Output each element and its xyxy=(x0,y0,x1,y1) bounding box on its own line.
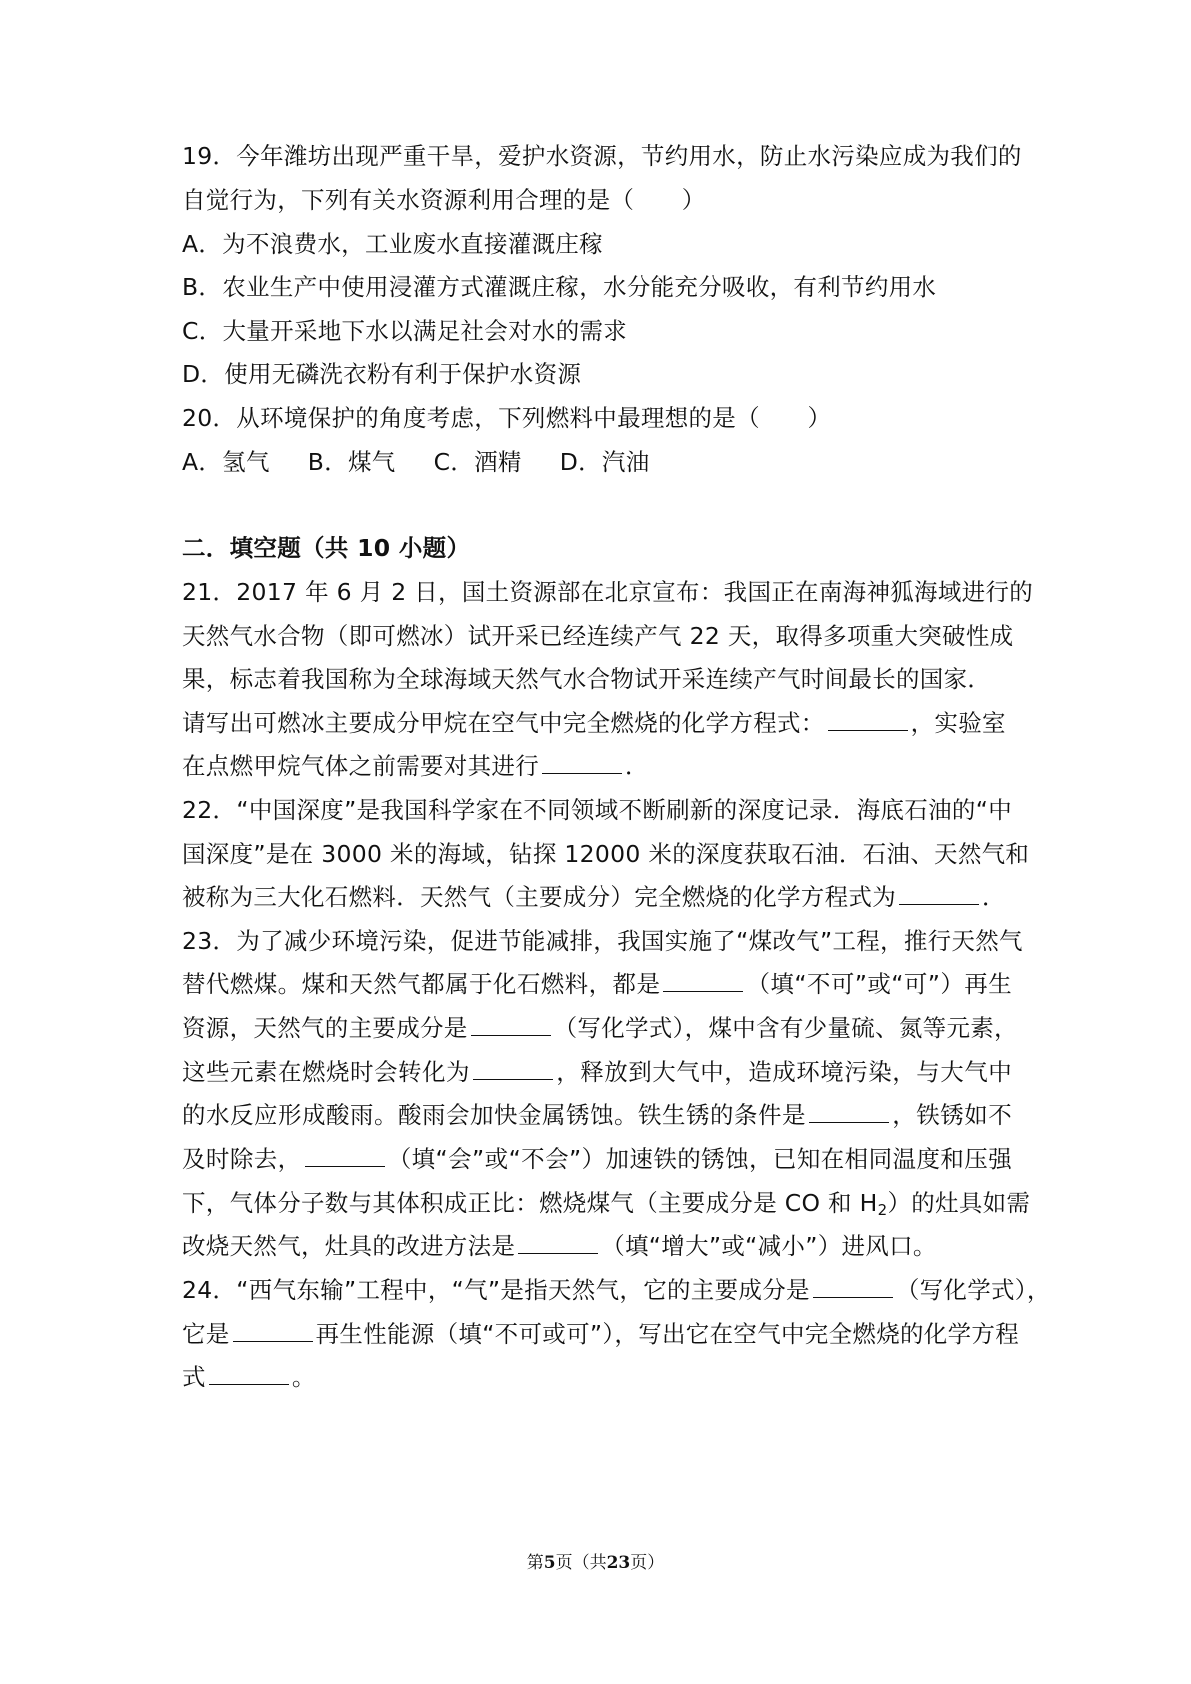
q21-line3: 果，标志着我国称为全球海域天然气水合物试开采连续产气时间最长的国家． xyxy=(182,665,992,693)
q24-line2-text: 它是 xyxy=(182,1320,230,1348)
q20-options xyxy=(182,446,1012,478)
footer-middle: 页（共 xyxy=(555,1553,607,1573)
q19-stem-line2: 自觉行为，下列有关水资源利用合理的是（ ） xyxy=(182,186,706,214)
q19-option-c: C．大量开采地下水以满足社会对水的需求 xyxy=(182,317,628,345)
q24-line1-text: 24．“西气东输”工程中，“气”是指天然气，它的主要成分是 xyxy=(182,1276,810,1304)
q21-line4-text: 请写出可燃冰主要成分甲烷在空气中完全燃烧的化学方程式： xyxy=(182,709,825,737)
q24-line2-tail: 再生性能源（填“不可或可”），写出它在空气中完全燃烧的化学方程 xyxy=(315,1320,1020,1348)
q19-option-b: B．农业生产中使用浸灌方式灌溉庄稼，水分能充分吸收，有利节约用水 xyxy=(182,273,937,301)
q23-line6-text: 及时除去， xyxy=(182,1145,302,1173)
q23-line2-text: 替代燃煤。煤和天然气都属于化石燃料，都是 xyxy=(182,970,661,998)
q23-line4-tail: ，释放到大气中，造成环境污染，与大气中 xyxy=(556,1058,1012,1086)
q21-line2: 天然气水合物（即可燃冰）试开采已经连续产气 22 天，取得多项重大突破性成 xyxy=(182,622,1014,650)
q23-line7-text: 下，气体分子数与其体积成正比：燃烧煤气（主要成分是 CO 和 H xyxy=(182,1189,878,1217)
q23-line3 xyxy=(182,1012,1018,1044)
q24-line3-text: 式 xyxy=(182,1363,206,1391)
q22-line1: 22．“中国深度”是我国科学家在不同领域不断刷新的深度记录．海底石油的“中 xyxy=(182,796,1012,824)
q21-line5 xyxy=(182,750,1012,782)
q23-line2-tail: （填“不可”或“可”）再生 xyxy=(746,970,1012,998)
q23-line6-tail: （填“会”或“不会”）加速铁的锈蚀，已知在相同温度和压强 xyxy=(387,1145,1012,1173)
q22-line3 xyxy=(182,881,1012,913)
answer-blank xyxy=(663,969,743,992)
footer-suffix: 页） xyxy=(630,1553,665,1573)
q22-line3-tail: ． xyxy=(982,883,1006,911)
q21-line4-tail: ，实验室 xyxy=(910,709,1006,737)
q24-line1-tail: （写化学式）， xyxy=(895,1276,1051,1304)
total-pages: 23 xyxy=(606,1553,631,1573)
q22-line2: 国深度”是在 3000 米的海域，钻探 12000 米的深度获取石油．石油、天然气和 xyxy=(182,840,1030,868)
q23-line7 xyxy=(182,1187,1031,1219)
q23-line1: 23．为了减少环境污染，促进节能减排，我国实施了“煤改气”工程，推行天然气 xyxy=(182,927,1023,955)
section-heading: 二．填空题（共 10 小题） xyxy=(182,534,471,562)
answer-blank xyxy=(542,751,622,774)
subscript-2: 2 xyxy=(877,1201,888,1219)
q19-option-d: D．使用无磷洗衣粉有利于保护水资源 xyxy=(182,360,582,388)
q21-line1: 21．2017 年 6 月 2 日，国土资源部在北京宣布：我国正在南海神狐海域进行的 xyxy=(182,578,1034,606)
q23-line4 xyxy=(182,1056,1012,1088)
q23-line3-tail: （写化学式），煤中含有少量硫、氮等元素， xyxy=(553,1014,1018,1042)
answer-blank xyxy=(518,1231,598,1254)
q24-line3 xyxy=(182,1361,1012,1393)
answer-blank xyxy=(233,1319,313,1342)
q24-line1 xyxy=(182,1274,1051,1306)
q23-line5 xyxy=(182,1099,1012,1131)
q24-line3-tail: 。 xyxy=(291,1363,316,1391)
answer-blank xyxy=(899,882,979,905)
answer-blank xyxy=(209,1362,289,1385)
q20-option-c: C．酒精 xyxy=(433,448,522,476)
q24-line2 xyxy=(182,1318,1020,1350)
q23-line8-text: 改烧天然气，灶具的改进方法是 xyxy=(182,1232,516,1260)
q23-line8 xyxy=(182,1230,1012,1262)
q20-option-a: A．氢气 xyxy=(182,448,270,476)
answer-blank xyxy=(471,1013,551,1036)
q20-option-b: B．煤气 xyxy=(307,448,396,476)
page-footer xyxy=(0,1548,1191,1573)
q20-option-d: D．汽油 xyxy=(559,448,650,476)
q19-stem-line1: 19．今年潍坊出现严重干旱，爱护水资源，节约用水，防止水污染应成为我们的 xyxy=(182,142,1022,170)
q22-line3-text: 被称为三大化石燃料．天然气（主要成分）完全燃烧的化学方程式为 xyxy=(182,883,896,911)
q23-line5-text: 的水反应形成酸雨。酸雨会加快金属锈蚀。铁生锈的条件是 xyxy=(182,1101,806,1129)
q23-line6 xyxy=(182,1143,1012,1175)
answer-blank xyxy=(473,1057,553,1080)
q23-line5-tail: ，铁锈如不 xyxy=(892,1101,1012,1129)
q23-line8-tail: （填“增大”或“减小”）进风口。 xyxy=(601,1232,937,1260)
answer-blank xyxy=(828,708,908,731)
q21-line5-text: 在点燃甲烷气体之前需要对其进行 xyxy=(182,752,539,780)
q19-option-a: A．为不浪费水，工业废水直接灌溉庄稼 xyxy=(182,230,603,258)
footer-prefix: 第 xyxy=(526,1553,544,1573)
q20-stem: 20．从环境保护的角度考虑，下列燃料中最理想的是（ ） xyxy=(182,404,832,432)
answer-blank xyxy=(813,1275,893,1298)
page-number: 5 xyxy=(543,1553,556,1573)
q23-line7-tail: ）的灶具如需 xyxy=(887,1189,1031,1217)
answer-blank xyxy=(809,1100,889,1123)
q23-line3-text: 资源，天然气的主要成分是 xyxy=(182,1014,468,1042)
q23-line2 xyxy=(182,968,1012,1000)
q21-line5-tail: ． xyxy=(625,752,649,780)
q21-line4 xyxy=(182,707,1012,739)
q23-line4-text: 这些元素在燃烧时会转化为 xyxy=(182,1058,470,1086)
answer-blank xyxy=(305,1144,385,1167)
